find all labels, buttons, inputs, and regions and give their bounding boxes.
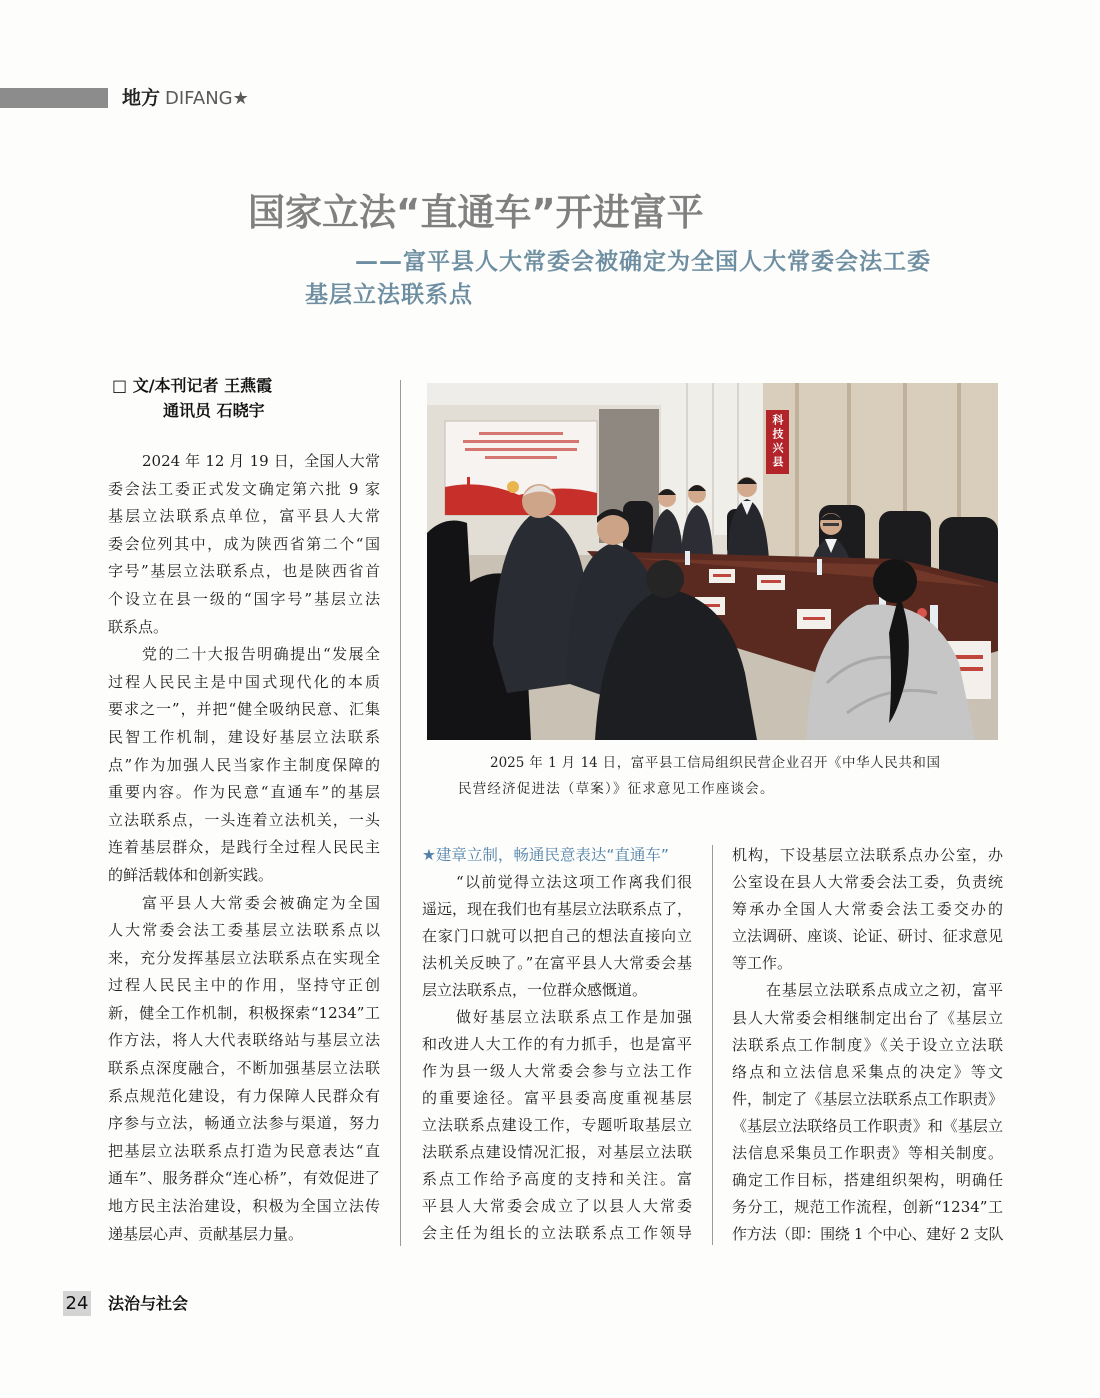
- text-line: 作为县一级人大常委会参与立法工作: [422, 1062, 692, 1080]
- article-title: 国家立法“直通车”开进富平: [248, 191, 704, 234]
- middle-column: [422, 842, 692, 1247]
- column-divider: [712, 845, 713, 1245]
- text-line: 件，制定了《基层立法联系点工作职责》: [732, 1089, 1003, 1108]
- text-line: 党的二十大报告明确提出“发展全: [142, 645, 380, 664]
- text-line: 新，健全工作机制，积极探索“1234”工: [108, 1003, 380, 1022]
- text-line: 络点和立法信息采集点的决定》等文: [732, 1062, 1003, 1081]
- text-line: 作方法，将人大代表联络站与基层立法: [108, 1031, 380, 1050]
- text-line: 来，充分发挥基层立法联系点在实现全: [108, 948, 380, 967]
- meeting-photo: [427, 383, 998, 740]
- text-line: 把基层立法联系点打造为民意表达“直: [108, 1141, 380, 1160]
- text-line: 过程人民民主是中国式现代化的本质: [108, 672, 380, 691]
- text-line: 个设立在县一级的“国字号”基层立法: [108, 589, 380, 608]
- text-line: 过程人民民主中的作用，坚持守正创: [108, 976, 380, 995]
- text-line: 法联系点工作制度》《关于设立立法联: [732, 1035, 1003, 1054]
- text-line: 在家门口就可以把自己的想法直接向立: [422, 927, 692, 945]
- text-line: 机构，下设基层立法联系点办公室，办: [732, 846, 1003, 864]
- text-line: 的鲜活载体和创新实践。: [108, 865, 274, 884]
- text-line: 字号”基层立法联系点，也是陕西省首: [108, 562, 380, 581]
- text-line: 联系点。: [108, 617, 169, 636]
- text-line: 务分工，规范工作流程，创新“1234”工: [732, 1198, 1003, 1217]
- text-line: 连着基层群众，是践行全过程人民民主: [108, 838, 380, 857]
- text-line: 县人大常委会相继制定出台了《基层立: [732, 1008, 1003, 1027]
- text-line: 要求之一”，并把“健全吸纳民意、汇集: [108, 700, 380, 719]
- byline-author: □ 文/本刊记者 王燕霞: [112, 376, 273, 395]
- text-line: 递基层心声、贡献基层力量。: [108, 1224, 304, 1243]
- text-line: 平县人大常委会成立了以县人大常委: [422, 1197, 692, 1215]
- banner-text: 科技兴县: [771, 414, 784, 470]
- presentation-screen: [445, 421, 597, 515]
- article-subtitle-line: ——富平县人大常委会被确定为全国人大常委会法工委: [355, 249, 931, 275]
- text-line: 委会位列其中，成为陕西省第二个“国: [108, 534, 380, 553]
- text-line: 筹承办全国人大常委会法工委交办的: [732, 900, 1003, 919]
- column-divider: [400, 380, 401, 1246]
- text-line: 委会法工委正式发文确定第六批 9 家: [108, 479, 380, 498]
- text-line: 和改进人大工作的有力抓手，也是富平: [422, 1035, 692, 1053]
- paragraph: [108, 448, 380, 641]
- text-line: 会主任为组长的立法联系点工作领导: [422, 1224, 692, 1242]
- right-column: [732, 842, 1003, 1248]
- caption-line: 民营经济促进法（草案）》征求意见工作座谈会。: [458, 781, 775, 797]
- text-line: 通车”、服务群众“连心桥”，有效促进了: [108, 1169, 380, 1188]
- section-name: 地方: [122, 87, 161, 109]
- text-line: 重要内容。作为民意“直通车”的基层: [108, 783, 380, 802]
- magazine-name: 法治与社会: [108, 1294, 189, 1313]
- text-line: 层立法联系点，一位群众感慨道。: [422, 981, 648, 999]
- photo-caption: [458, 750, 940, 802]
- paragraph: [108, 890, 380, 1249]
- byline-correspondent: 通讯员 石晓宇: [163, 401, 265, 420]
- caption-line: 2025 年 1 月 14 日，富平县工信局组织民营企业召开《中华人民共和国: [490, 755, 940, 771]
- text-line: 序参与立法，畅通立法参与渠道，努力: [108, 1114, 380, 1133]
- text-line: 立法调研、座谈、论证、研讨、征求意见: [732, 927, 1003, 946]
- paragraph: [422, 869, 692, 1004]
- text-line: 《基层立法联络员工作职责》和《基层立: [732, 1116, 1003, 1135]
- section-heading: ★建章立制，畅通民意表达“直通车”: [422, 846, 669, 864]
- left-column: [108, 448, 380, 1248]
- text-line: 立法联系点，一头连着立法机关，一头: [108, 810, 380, 829]
- text-line: 做好基层立法联系点工作是加强: [456, 1008, 692, 1026]
- text-line: 法机关反映了。”在富平县人大常委会基: [422, 954, 692, 972]
- text-line: 作方法（即：围绕 1 个中心、建好 2 支队: [732, 1225, 1004, 1244]
- text-line: 2024 年 12 月 19 日，全国人大常: [142, 452, 380, 470]
- text-line: 公室设在县人大常委会法工委，负责统: [732, 873, 1003, 892]
- text-line: 等工作。: [732, 954, 793, 973]
- text-line: 点”作为加强人民当家作主制度保障的: [108, 755, 380, 774]
- text-line: 富平县人大常委会被确定为全国: [142, 893, 380, 912]
- text-line: 的重要途径。富平县委高度重视基层: [422, 1089, 692, 1107]
- paragraph: [732, 842, 1003, 977]
- article-subtitle-line: 基层立法联系点: [305, 282, 473, 308]
- section-bar: [0, 88, 108, 108]
- text-line: 基层立法联系点单位，富平县人大常: [108, 507, 380, 526]
- text-line: 联系点深度融合，不断加强基层立法联: [108, 1059, 380, 1078]
- text-line: 地方民主法治建设，积极为全国立法传: [108, 1197, 380, 1216]
- text-line: 确定工作目标，搭建组织架构，明确任: [732, 1171, 1003, 1190]
- text-line: “以前觉得立法这项工作离我们很: [456, 873, 692, 891]
- text-line: 人大常委会法工委基层立法联系点以: [108, 921, 380, 940]
- text-line: 遥远，现在我们也有基层立法联系点了，: [422, 900, 693, 918]
- text-line: 系点规范化建设，有力保障人民群众有: [108, 1086, 380, 1105]
- section-label: [122, 85, 249, 111]
- text-line: 法联系点建设情况汇报，对基层立法联: [422, 1143, 692, 1161]
- text-line: 法信息采集员工作职责》等相关制度。: [732, 1144, 1003, 1163]
- text-line: 立法联系点建设工作，专题听取基层立: [422, 1116, 692, 1134]
- text-line: 系点工作给予高度的支持和关注。富: [422, 1170, 692, 1188]
- text-line: 在基层立法联系点成立之初，富平: [766, 981, 1003, 1000]
- section-name-english: DIFANG★: [165, 88, 249, 109]
- paragraph: [108, 641, 380, 889]
- text-line: 民智工作机制，建设好基层立法联系: [108, 727, 380, 746]
- paragraph: [732, 977, 1003, 1248]
- page-number: 24: [63, 1291, 91, 1316]
- paragraph: [422, 1004, 692, 1247]
- red-banner: [766, 410, 789, 474]
